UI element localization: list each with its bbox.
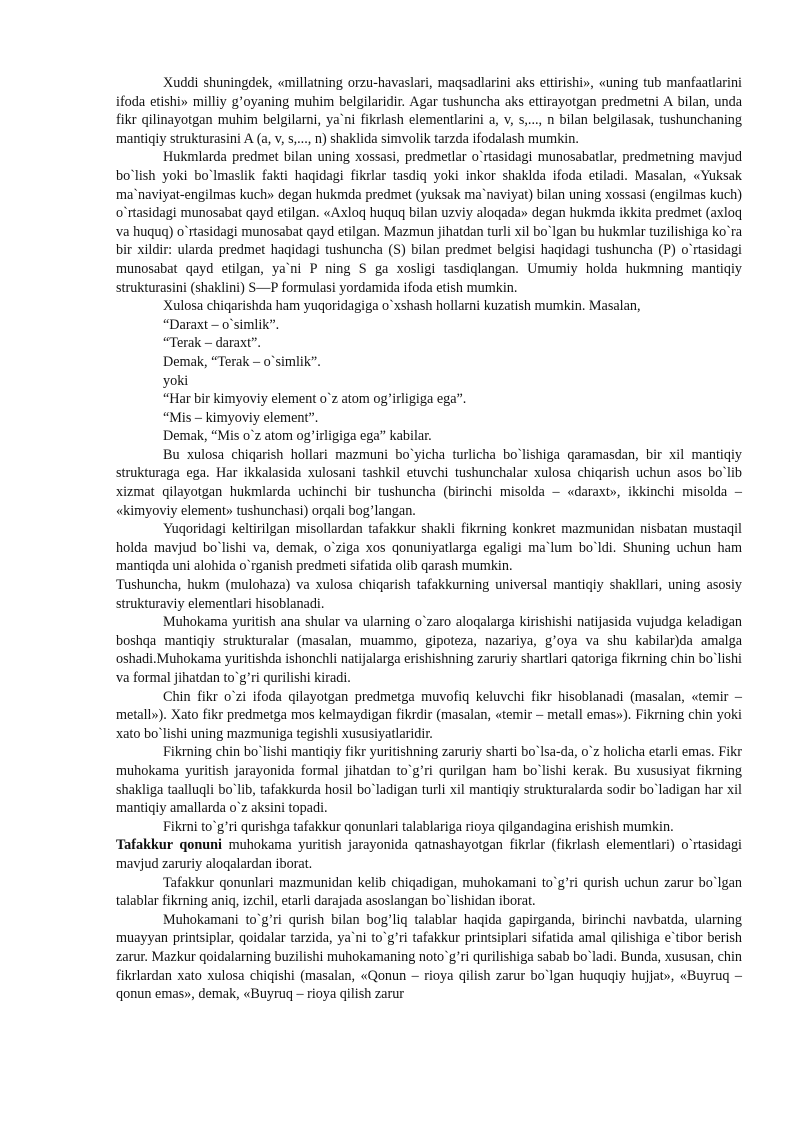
paragraph-text: muhokama yuritish jarayonida qatnashayotgan fikrlar (fikrlash elementlari) o`rtasidagi mavjud zaruriy aloqalardan iborat. — [116, 837, 742, 872]
example-line: “Mis – kimyoviy element”. — [163, 409, 319, 426]
paragraph: Xulosa chiqarishda ham yuqoridagiga o`xshash hollarni kuzatish mumkin. Masalan, — [163, 298, 641, 315]
example-line: “Daraxt – o`simlik”. — [163, 316, 280, 333]
paragraph: Tushuncha, hukm (mulohaza) va xulosa chiqarish tafakkurning universal mantiqiy shakllari, uning asosiy strukturaviy elementlari hisoblanadi. — [116, 577, 742, 612]
paragraph: Fikrni to`g’ri qurishga tafakkur qonunlari talablariga rioya qilgandagina erishish mumkin. — [163, 818, 674, 835]
paragraph — [116, 836, 742, 873]
paragraph: Bu xulosa chiqarish hollari mazmuni bo`yicha turlicha bo`lishiga qaramasdan, bir xil mantiqiy strukturaga ega. Har ikkalasida xulosani tashkil etuvchi tushunchalar xulosa chiqarish uchun asos bo`lib xizmat qilayotgan hukmlarda uchinchi bir tushuncha (birinchi misolda – «daraxt», ikkinchi misolda – «kimyoviy element» tushunchasi) orqali bog’langan. — [116, 446, 742, 519]
paragraph: Fikrning chin bo`lishi mantiqiy fikr yuritishning zaruriy sharti bo`lsa-da, o`z holicha etarli emas. Fikr muhokama yuritish jarayonida formal jihatdan to`g’ri qurilgan ham bo`lishi kerak. Bu xususiyat fikrning shakliga taalluqli bo`lib, tafakkurda hosil bo`ladigan turli xil mantiqiy strukturalarda sodir bo`ladigan har xil mantiqiy amallarda o`z aksini topadi. — [116, 744, 742, 817]
paragraph: Muhokama yuritish ana shular va ularning o`zaro aloqalarga kirishishi natijasida vujudga keladigan boshqa mantiqiy strukturalar (masalan, muammo, gipoteza, nazariya, g’oya va shu kabilar)da amalga oshadi.Muhokama yuritishda ishonchli natijalarga erishishning zaruriy shartlari qatoriga fikrning chin bo`lishi va formal jihatdan to`g’ri qurilishi kiradi. — [116, 614, 742, 686]
paragraph: Xuddi shuningdek, «millatning orzu-havaslari, maqsadlarini aks ettirishi», «uning tub manfaatlarini ifoda etishi» milliy g’oyaning muhim belgilaridir. Agar tushuncha aks ettirayotgan predmetni A bilan, unda fikr qilinayotgan muhim belgilarni, ya`ni fikrlash elementlarini a, v, s,..., n bilan belgilasak, tushunchaning mantiqiy strukturasini A (a, v, s,..., n) shaklida simvolik tarzda ifodalash mumkin. — [116, 75, 742, 147]
document-page — [116, 74, 742, 1004]
paragraph: Chin fikr o`zi ifoda qilayotgan predmetga muvofiq keluvchi fikr hisoblanadi (masalan, «temir – metall»). Xato fikr predmetga mos kelmaydigan fikrdir (masalan, «temir – metall emas»). Fikrning chin yoki xato bo`lishi uning mazmuniga tegishli xususiyatlaridir. — [116, 688, 742, 742]
bold-term: Tafakkur qonuni — [116, 837, 222, 854]
paragraph: Tafakkur qonunlari mazmunidan kelib chiqadigan, muhokamani to`g’ri qurish uchun zarur bo`lgan talablar fikrning aniq, izchil, etarli darajada asoslangan bo`lishidan iborat. — [116, 874, 742, 910]
paragraph: Yuqoridagi keltirilgan misollardan tafakkur shakli fikrning konkret mazmunidan nisbatan mustaqil holda mavjud bo`lishi va, demak, o`ziga xos qonuniyatlarga egaligi ma`lum bo`ldi. Shuning uchun ham mantiqda uni alohida o`rganish predmeti sifatida olib qarash mumkin. — [116, 521, 742, 575]
paragraph: Muhokamani to`g’ri qurish bilan bog’liq talablar haqida gapirganda, birinchi navbatda, ularning muayyan printsiplar, qoidalar tarzida, ya`ni to`g’ri tafakkur printsiplari sifatida amal qilishiga e`tibor berish zarur. Mazkur qoidalarning buzilishi muhokamaning noto`g’ri qurilishiga sabab bo`ladi. Bunda, xususan, chin fikrlardan xato xulosa chiqishi (masalan, «Qonun – rioya qilish zarur bo`lgan huquqiy hujjat», «Buyruq – qonun emas», demak, «Buyruq – rioya qilish zarur — [116, 911, 742, 1003]
paragraph: Hukmlarda predmet bilan uning xossasi, predmetlar o`rtasidagi munosabatlar, predmetning mavjud bo`lish yoki bo`lmaslik fakti haqidagi fikrlar tasdiq yoki inkor shaklda ifoda etiladi. Masalan, «Yuksak ma`naviyat-engilmas kuch» degan hukmda predmet (yuksak ma`naviyat) bilan uning xossasi (engilmas kuch) o`rtasidagi munosabat qayd etilgan. «Axloq huquq bilan uzviy aloqada» degan hukmda ikkita predmet (axloq va huquq) o`rtasidagi munosabat qayd etilgan. Mazmun jihatdan turli xil bo`lgan bu hukmlar tuzilishiga ko`ra bir xildir: ularda predmet haqidagi tushuncha (S) bilan predmet belgisi haqidagi tushuncha (P) o`rtasidagi munosabat qayd etilgan, ya`ni P ning S ga xosligi tasdiqlangan. Umumiy holda hukmning mantiqiy strukturasini (shaklini) S—P formulasi yordamida ifoda etish mumkin. — [116, 149, 742, 296]
example-line: yoki — [163, 372, 189, 389]
example-line: “Terak – daraxt”. — [163, 335, 261, 352]
example-line: “Har bir kimyoviy element o`z atom og’irligiga ega”. — [163, 391, 467, 408]
example-line: Demak, “Mis o`z atom og’irligiga ega” kabilar. — [163, 428, 432, 445]
example-line: Demak, “Terak – o`simlik”. — [163, 353, 321, 370]
